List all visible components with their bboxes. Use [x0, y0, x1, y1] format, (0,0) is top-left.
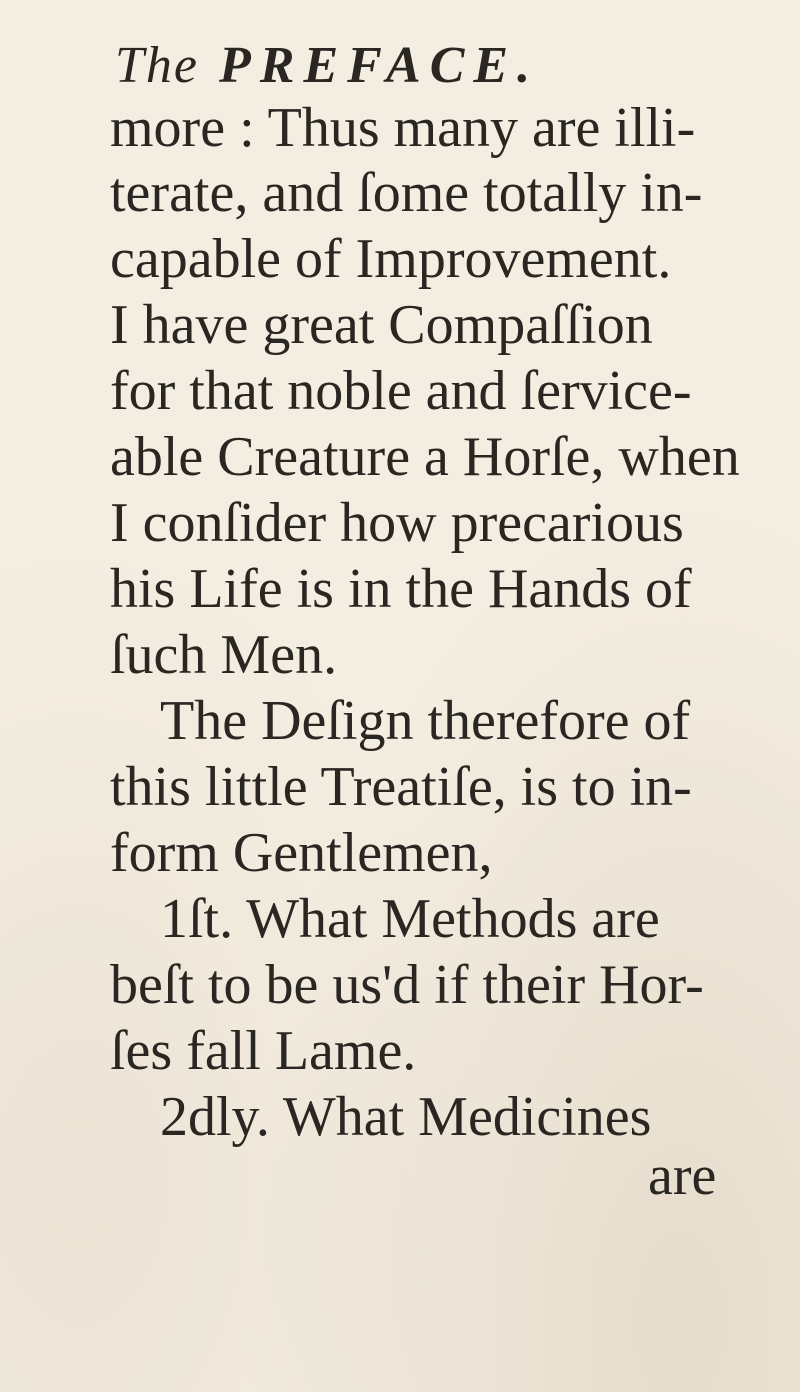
- text-line: ſuch Men.: [110, 624, 338, 686]
- text-line: this little Treatiſe, is to in-: [110, 756, 692, 818]
- text-line: I conſider how precarious: [110, 492, 684, 554]
- text-line: 2dly. What Medicines: [160, 1086, 652, 1148]
- text-line: more : Thus many are illi-: [110, 97, 696, 159]
- text-line: beſt to be us'd if their Hor-: [110, 954, 704, 1016]
- text-line: for that noble and ſervice-: [110, 360, 692, 422]
- running-header: [115, 36, 539, 95]
- text-line: form Gentlemen,: [110, 822, 493, 884]
- text-line: The Deſign therefore of: [160, 690, 691, 752]
- text-line: capable of Improvement.: [110, 228, 672, 290]
- text-line: his Life is in the Hands of: [110, 558, 692, 620]
- text-line: ſes fall Lame.: [110, 1020, 417, 1082]
- header-the: The: [115, 37, 199, 94]
- text-line: I have great Compaſſion: [110, 294, 653, 356]
- text-line: 1ſt. What Methods are: [160, 888, 660, 950]
- text-line: able Creature a Horſe, when: [110, 426, 740, 488]
- catchword: are: [648, 1145, 717, 1207]
- header-title: PREFACE.: [219, 37, 540, 94]
- text-line: terate, and ſome totally in-: [110, 162, 703, 224]
